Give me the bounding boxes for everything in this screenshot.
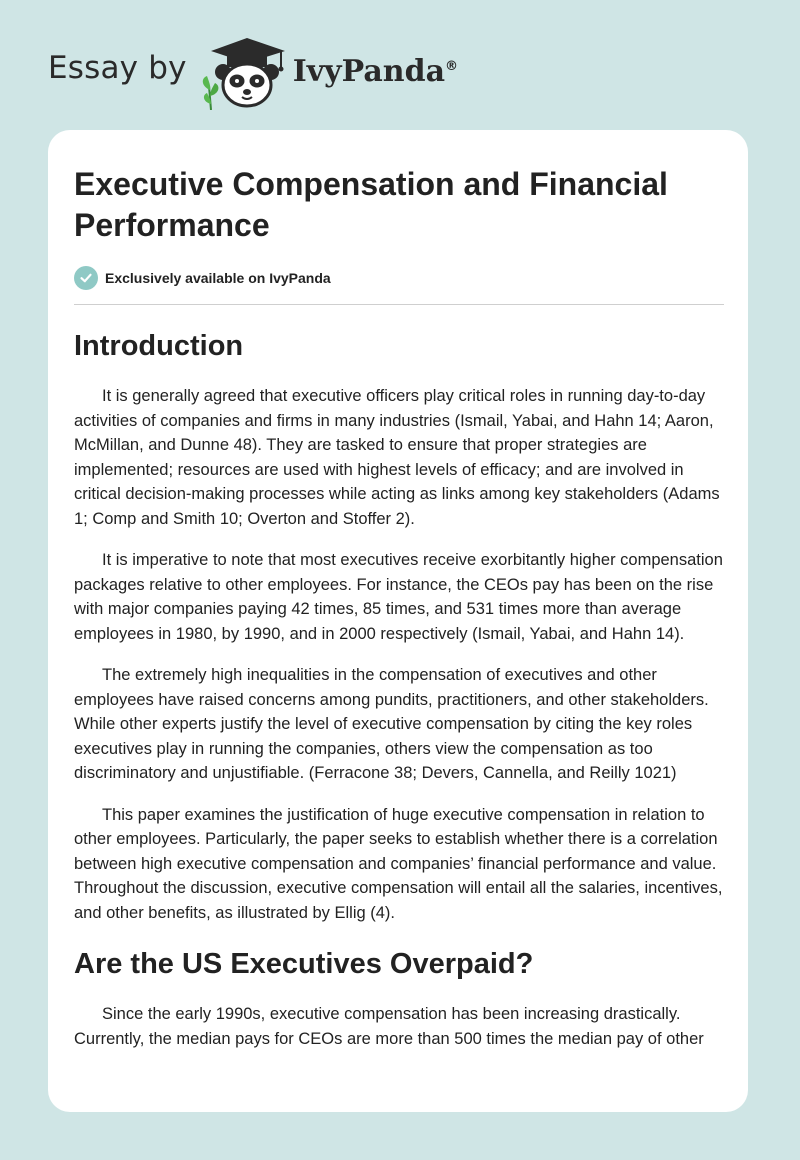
exclusive-badge (74, 266, 724, 290)
brand-name[interactable]: IvyPanda® (292, 53, 459, 89)
essay-card (48, 130, 748, 1112)
essay-by-label: Essay by (48, 50, 187, 86)
essay-title: Executive Compensation and Financial Performance (74, 166, 668, 243)
section-heading-introduction: Introduction (74, 330, 244, 362)
paragraph: It is imperative to note that most executives receive exorbitantly higher compensation packages relative to other employees. For instance, the CEOs pay has been on the rise with major companies paying 42 times, 85 times, and 531 times more than average employees in 1980, by 1990, and in 2000 respectively (Ismail, Yabai, and Hahn 14). (74, 551, 723, 643)
title-divider (74, 304, 724, 305)
paragraph: Since the early 1990s, executive compensation has been increasing drastically. Currently, the median pays for CEOs are more than 500 times the median pay of other (74, 1005, 704, 1048)
check-icon (74, 266, 98, 290)
panda-graduate-icon[interactable] (199, 34, 291, 110)
section-heading-overpaid: Are the US Executives Overpaid? (74, 948, 534, 980)
site-header (48, 34, 458, 110)
registered-mark: ® (445, 58, 459, 74)
exclusive-text: Exclusively available on IvyPanda (105, 270, 331, 286)
paragraph: It is generally agreed that executive officers play critical roles in running day-to-day activities of companies and firms in many industries (Ismail, Yabai, and Hahn 14; Aaron, McMillan, and Dunne 48). They are tasked to ensure that proper strategies are implemented; resources are used with highest levels of efficacy; and are involved in critical decision-making processes while acting as links among key stakeholders (Adams 1; Comp and Smith 10; Overton and Stoffer 2). (74, 387, 720, 528)
paragraph: This paper examines the justification of huge executive compensation in relation to other employees. Particularly, the paper seeks to establish whether there is a correlation between high executive compensation and companies’ financial performance and value. Throughout the discussion, executive compensation will entail all the salaries, incentives, and other benefits, as illustrated by Ellig (4). (74, 805, 723, 922)
paragraph: The extremely high inequalities in the compensation of executives and other employees have raised concerns among pundits, practitioners, and other stakeholders. While other experts justify the level of executive compensation by citing the key roles executives play in running the companies, others view the compensation as too discriminatory and unjustifiable. (Ferracone 38; Devers, Cannella, and Reilly 1021) (74, 666, 709, 782)
